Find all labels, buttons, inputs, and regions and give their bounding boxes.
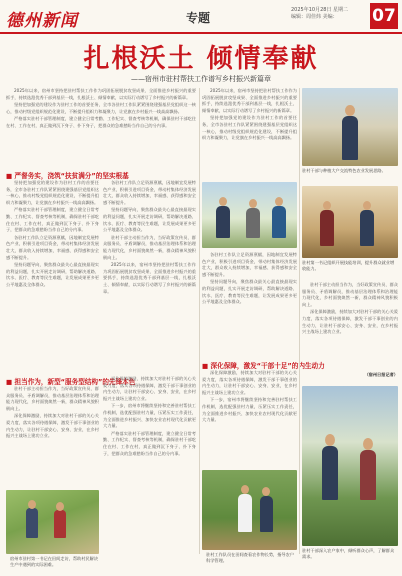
article-paragraph: 2025年以来，宿州市坚持把驻村帮扶工作作为巩固拓展脱贫攻坚成果、全面推进乡村振兴的重要抓手，持续选派优秀干部到基层一线，扎根沃土、倾情奉献，以实际行动谱写了乡村振兴的新篇章。 [6, 88, 196, 100]
article-paragraph: 深化保障激励，持续加大对驻村干部的关心关爱力度，落实各项待遇保障，激发干部干事创业的内生动力，让驻村干部安心、安身、安业，在乡村振兴主战场上建功立业。 [103, 376, 196, 401]
subheadline: ——宿州市驻村帮扶工作谱写乡村振兴新篇章 [131, 75, 271, 83]
photo-caption: 驻村工作队员在田间查看农作物长势，指导农户科学管理。 [206, 552, 294, 564]
newspaper-logo: 德州新闻 [6, 11, 78, 31]
article-paragraph: 深化保障激励，持续加大对驻村干部的关心关爱力度，落实各项待遇保障，激发干部干事创业的内生动力，让驻村干部安心、安身、安业，在乡村振兴主战场上建功立业。 [202, 370, 297, 395]
article-paragraph: 坚持把加强党的建设作为驻村工作的首要任务，全市各驻村工作队紧紧围绕建强基层党组织这一核心，推动村级党组织规范化建设，不断提升组织力和凝聚力，让党旗在乡村振兴一线高高飘扬。 [6, 102, 196, 114]
article-paragraph: 坚持问题导向，聚焦群众最关心最直接最现实的利益问题，扎实开展走访调研，帮助解决道路、饮水、医疗、教育等民生难题，让发展成果更多更公平地惠及全体群众。 [103, 207, 196, 233]
issue-meta [291, 7, 369, 21]
article-source: （宿州日报记者） [364, 372, 398, 377]
column-divider [199, 88, 200, 554]
article-column-2a [6, 180, 99, 370]
subhead-2-text: 担当作为，新型“服务型结构”的先锋本色 [14, 378, 136, 386]
photo-caption: 驻村第一书记组织开展技能培训，提升群众就业增收能力。 [302, 260, 395, 272]
article-column-7 [202, 370, 297, 466]
article-paragraph: 驻村干部主动担当作为，当好政策宣传员、群众服务员、矛盾调解员，推动基层治理体系和治理能力现代化，乡村面貌焕然一新，群众精神风貌积极向上。 [302, 282, 398, 307]
article-paragraph: 2025年以来，宿州市坚持把驻村帮扶工作作为巩固拓展脱贫攻坚成果、全面推进乡村振兴的重要抓手，持续选派优秀干部到基层一线，扎根沃土、倾情奉献，以实际行动谱写了乡村振兴的新篇章。 [103, 262, 196, 294]
article-paragraph: 下一步，宿州市将继续坚持和完善驻村帮扶工作机制，选优配强驻村力量，压紧压实工作责任，为全面推进乡村振兴、加快农业农村现代化贡献更大力量。 [103, 403, 196, 429]
article-paragraph: 坚持问题导向，聚焦群众最关心最直接最现实的利益问题，扎实开展走访调研，帮助解决道路、饮水、医疗、教育等民生难题，让发展成果更多更公平地惠及全体群众。 [202, 279, 297, 305]
article-column-5 [202, 88, 297, 178]
column-divider [299, 88, 300, 554]
photo-caption: 驻村干部与种植大户交流特色农业发展思路。 [302, 168, 386, 173]
article-column-1 [6, 88, 196, 168]
section-title: 专题 [186, 11, 211, 25]
photo-crops [202, 470, 297, 550]
article-column-4 [103, 376, 196, 551]
subhead-1-text: 严督务实，浇筑“扶贫满分”的坚实根基 [14, 172, 129, 180]
article-paragraph: 各驻村工作队立足资源禀赋，因地制宜发展特色产业，积极引进项目资金，带动村集体经济发展壮大，群众收入持续增加，幸福感、获得感和安全感不断提升。 [202, 252, 297, 277]
subhead-3: ■ 深化保障，激发“干部十足”的内生动力 [202, 362, 325, 370]
issue-editors: 编辑：周佳炜 美编： [291, 14, 338, 20]
article-paragraph: 严格落实驻村干部管理制度，建立健全日常考勤、工作纪实、督查考核等机制，确保驻村干部吃住在村、工作在村，真正做到沉下身子、扑下身子，把群众的急难愁盼当作自己的分内事。 [6, 207, 99, 233]
article-paragraph: 严格落实驻村干部管理制度，建立健全日常考勤、工作纪实、督查考核等机制，确保驻村干部吃住在村、工作在村，真正做到沉下身子、扑下身子，把群众的急难愁盼当作自己的分内事。 [6, 116, 196, 128]
article-paragraph: 各驻村工作队立足资源禀赋，因地制宜发展特色产业，积极引进项目资金，带动村集体经济发展壮大，群众收入持续增加，幸福感、获得感和安全感不断提升。 [103, 180, 196, 205]
article-paragraph: 坚持把加强党的建设作为驻村工作的首要任务，全市各驻村工作队紧紧围绕建强基层党组织这一核心，推动村级党组织规范化建设，不断提升组织力和凝聚力，让党旗在乡村振兴一线高高飘扬。 [202, 115, 297, 141]
article-paragraph: 驻村干部主动担当作为，当好政策宣传员、群众服务员、矛盾调解员，推动基层治理体系和治理能力现代化，乡村面貌焕然一新，群众精神风貌积极向上。 [103, 234, 196, 260]
article-paragraph: 坚持把加强党的建设作为驻村工作的首要任务，全市各驻村工作队紧紧围绕建强基层党组织这一核心，推动村级党组织规范化建设，不断提升组织力和凝聚力，让党旗在乡村振兴一线高高飘扬。 [6, 180, 99, 205]
photo-first-secretary [302, 88, 398, 166]
headline: 扎根沃土 倾情奉献 [83, 44, 319, 74]
masthead-bar [0, 0, 402, 34]
article-paragraph: 下一步，宿州市将继续坚持和完善驻村帮扶工作机制，选优配强驻村力量，压紧压实工作责任，为全面推进乡村振兴、加快农业农村现代化贡献更大力量。 [202, 397, 297, 423]
article-column-2b [103, 180, 196, 370]
article-paragraph: 严格落实驻村干部管理制度，建立健全日常考勤、工作纪实、督查考核等机制，确保驻村干部吃住在村、工作在村，真正做到沉下身子、扑下身子，把群众的急难愁盼当作自己的分内事。 [103, 430, 196, 456]
article-paragraph: 深化保障激励，持续加大对驻村干部的关心关爱力度，落实各项待遇保障，激发干部干事创业的内生动力，让驻村干部安心、安身、安业，在乡村振兴主战场上建功立业。 [302, 309, 398, 335]
subhead-1: ■ 严督务实，浇筑“扶贫满分”的坚实根基 [6, 172, 129, 180]
article-column-6 [202, 252, 297, 357]
page-number: 07 [370, 3, 398, 29]
article-paragraph: 各驻村工作队立足资源禀赋，因地制宜发展特色产业，积极引进项目资金，带动村集体经济发展壮大，群众收入持续增加，幸福感、获得感和安全感不断提升。 [6, 234, 99, 260]
issue-date: 2025年10月28日 星期二 [291, 7, 349, 13]
photo-field-visit [6, 490, 99, 554]
article-paragraph: 深化保障激励，持续加大对驻村干部的关心关爱力度，落实各项待遇保障，激发干部干事创业的内生动力，让驻村干部安心、安身、安业，在乡村振兴主战场上建功立业。 [6, 413, 99, 439]
photo-home-visit [302, 386, 398, 546]
article-paragraph: 驻村干部主动担当作为，当好政策宣传员、群众服务员、矛盾调解员，推动基层治理体系和治理能力现代化，乡村面貌焕然一新，群众精神风貌积极向上。 [6, 386, 99, 411]
article-column-8 [302, 282, 398, 368]
photo-caption: 宿州市驻村第一书记在田间走访，帮助村民解决生产中遇到的实际困难。 [10, 556, 98, 568]
subhead-3-text: 深化保障，激发“干部十足”的内生动力 [210, 362, 325, 370]
subhead-2: ■ 担当作为，新型“服务型结构”的先锋本色 [6, 378, 136, 386]
article-column-3 [6, 386, 99, 486]
photo-training [302, 186, 398, 258]
article-paragraph: 坚持问题导向，聚焦群众最关心最直接最现实的利益问题，扎实开展走访调研，帮助解决道路、饮水、医疗、教育等民生难题，让发展成果更多更公平地惠及全体群众。 [6, 262, 99, 287]
photo-talk [202, 182, 297, 248]
article-paragraph: 2025年以来，宿州市坚持把驻村帮扶工作作为巩固拓展脱贫攻坚成果、全面推进乡村振兴的重要抓手，持续选派优秀干部到基层一线，扎根沃土、倾情奉献，以实际行动谱写了乡村振兴的新篇章。 [202, 88, 297, 113]
photo-caption: 驻村干部深入农户家中，倾听群众心声，了解群众需求。 [302, 548, 395, 560]
